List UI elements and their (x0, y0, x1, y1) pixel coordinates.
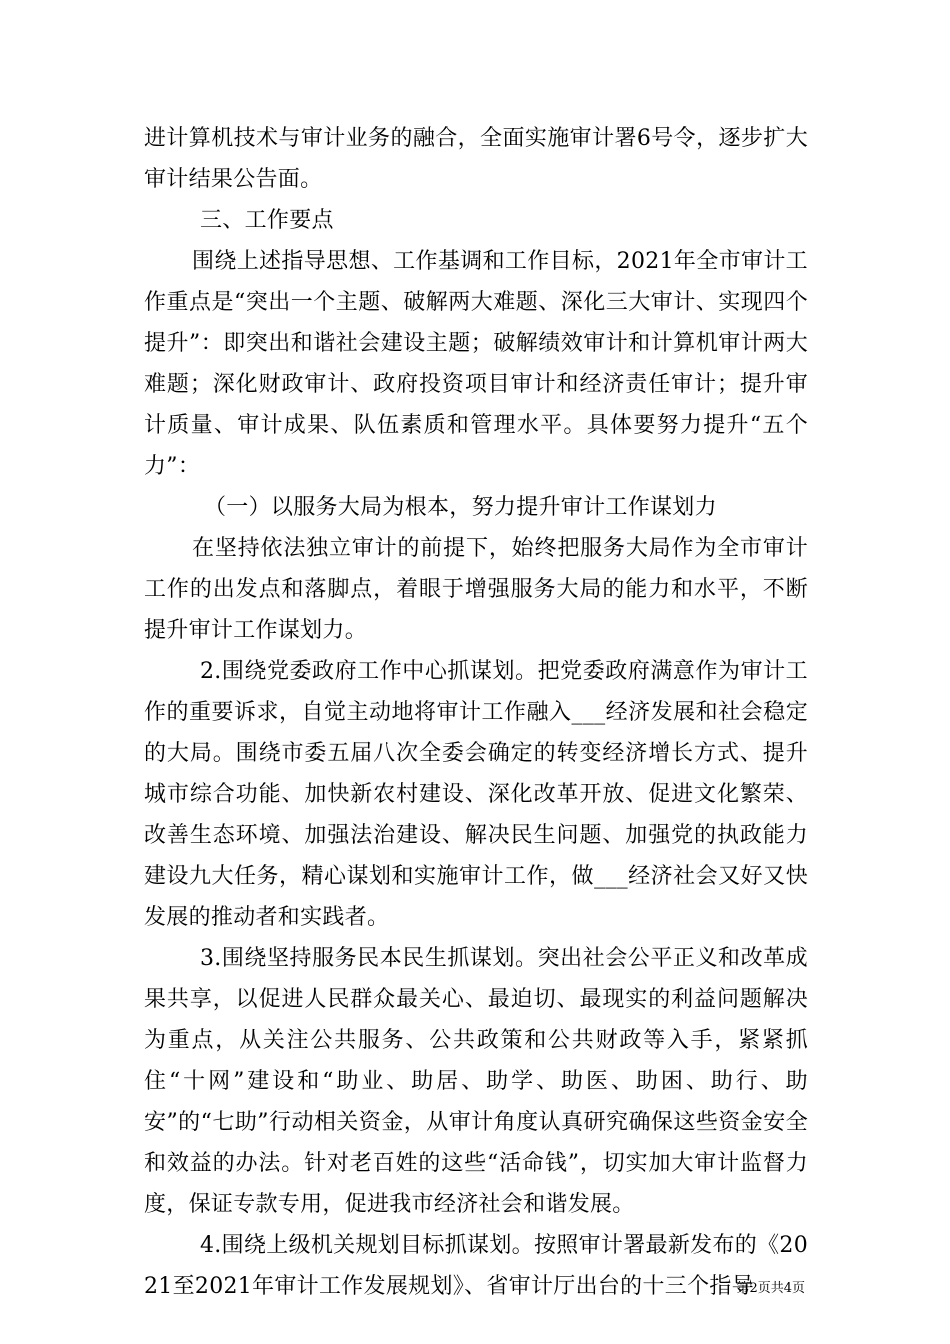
paragraph-item-2: 2.围绕党委政府工作中心抓谋划。把党委政府满意作为审计工作的重要诉求，自觉主动地将审计工作融入___经济发展和社会稳定的大局。围绕市委五届八次全委会确定的转变经济增长方式、提升城市综合功能、加快新农村建设、深化改革开放、促进文化繁荣、改善生态环境、加强法治建设、解决民生问题、加强党的执政能力建设九大任务，精心谋划和实施审计工作，做___经济社会又好又快发展的推动者和实践者。 (144, 659, 808, 930)
document-body (144, 118, 808, 1307)
paragraph-work-points: 围绕上述指导思想、工作基调和工作目标，2021年全市审计工作重点是“突出一个主题、破解两大难题、深化三大审计、实现四个提升”：即突出和谐社会建设主题；破解绩效审计和计算机审计两大难题；深化财政审计、政府投资项目审计和经济责任审计；提升审计质量、审计成果、队伍素质和管理水平。具体要努力提升“五个力”： (144, 249, 808, 479)
subsection-heading: （一）以服务大局为根本，努力提升审计工作谋划力 (204, 495, 717, 520)
page-number: 第2页共4页 (736, 1281, 805, 1296)
paragraph-item-4: 4.围绕上级机关规划目标抓谋划。按照审计署最新发布的《2021至2021年审计工作发展规划》、省审计厅出台的十三个指导 (144, 1233, 808, 1299)
paragraph-serve-overall: 在坚持依法独立审计的前提下，始终把服务大局作为全市审计工作的出发点和落脚点，着眼于增强服务大局的能力和水平，不断提升审计工作谋划力。 (144, 536, 808, 643)
paragraph-continuation: 进计算机技术与审计业务的融合，全面实施审计署6号令，逐步扩大审计结果公告面。 (144, 126, 808, 192)
paragraph-item-3: 3.围绕坚持服务民本民生抓谋划。突出社会公平正义和改革成果共享，以促进人民群众最关心、最迫切、最现实的利益问题解决为重点，从关注公共服务、公共政策和公共财政等入手，紧紧抓住“十网”建设和“助业、助居、助学、助医、助困、助行、助安”的“七助”行动相关资金，从审计角度认真研究确保这些资金安全和效益的办法。针对老百姓的这些“活命钱”，切实加大审计监督力度，保证专款专用，促进我市经济社会和谐发展。 (144, 946, 808, 1217)
section-heading: 三、工作要点 (200, 208, 334, 233)
